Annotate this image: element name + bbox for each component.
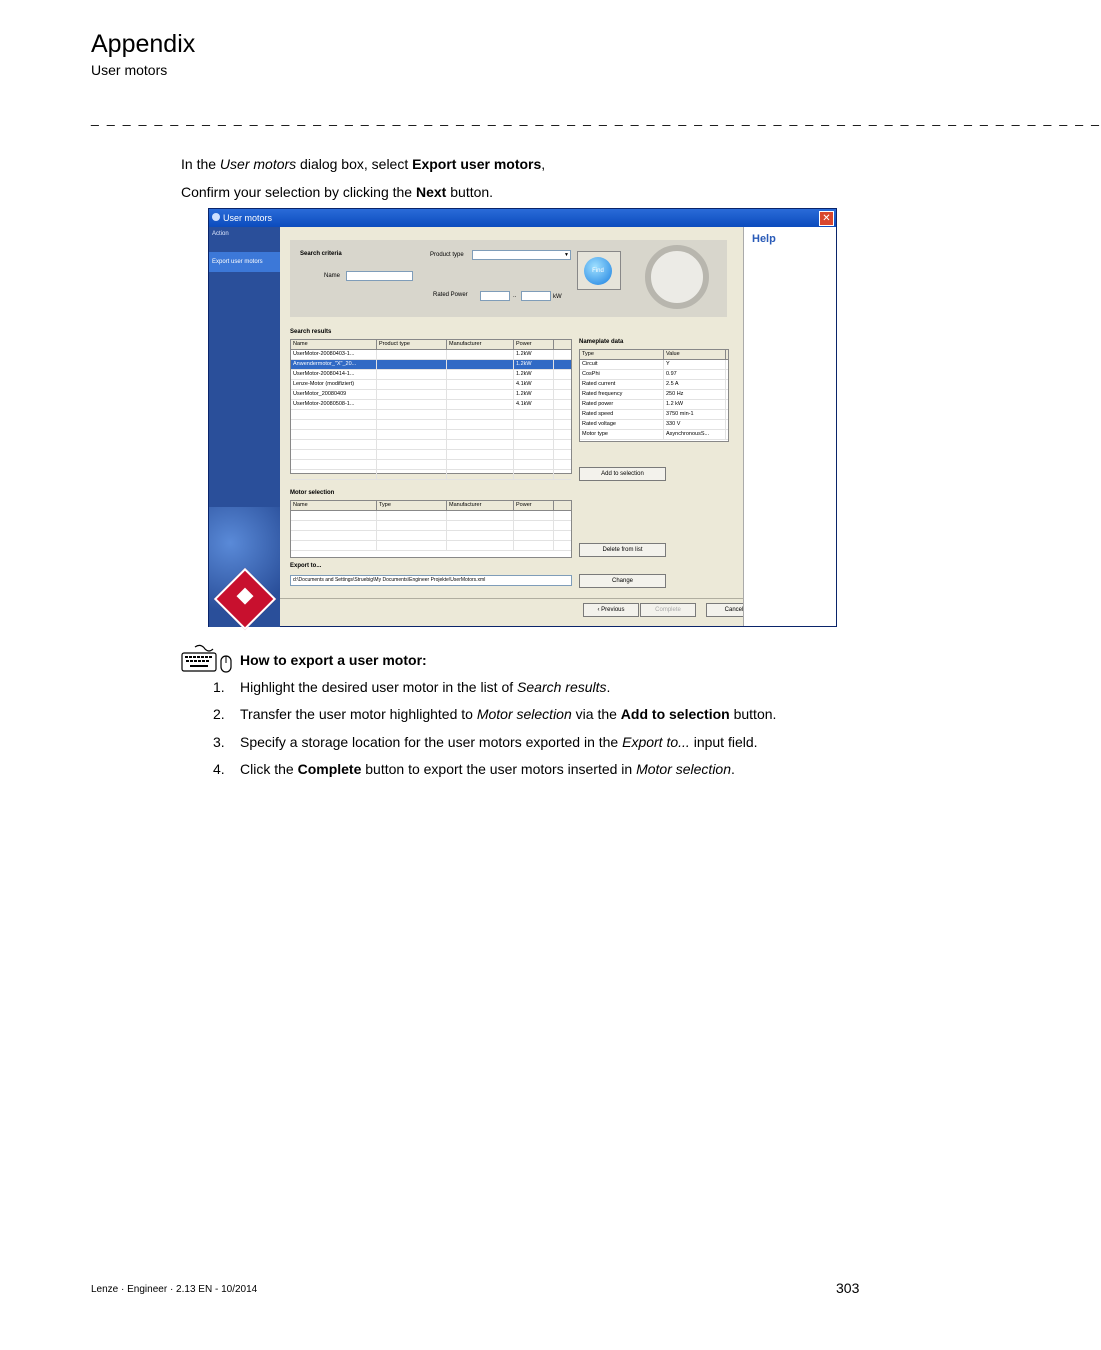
table-row xyxy=(291,511,571,521)
step-text: Click the Complete button to export the user motors inserted in Motor selection. xyxy=(240,761,735,777)
table-cell: Lenze-Motor (modifiziert) xyxy=(291,380,377,389)
table-cell xyxy=(291,430,377,439)
table-cell xyxy=(291,460,377,469)
table-row[interactable] xyxy=(580,380,728,390)
table-cell: Rated power xyxy=(580,400,664,409)
table-cell xyxy=(377,380,447,389)
table-cell xyxy=(291,531,377,540)
table-cell xyxy=(514,440,554,449)
table-cell xyxy=(447,521,514,530)
table-cell: 1.2kW xyxy=(514,360,554,369)
table-cell xyxy=(447,350,514,359)
table-row xyxy=(291,450,571,460)
table-row[interactable] xyxy=(580,360,728,370)
table-row xyxy=(291,460,571,470)
sidebar-item-export-user-motors[interactable]: Export user motors xyxy=(209,252,280,272)
column-header[interactable]: Power xyxy=(514,501,554,510)
table-cell xyxy=(291,511,377,520)
table-cell xyxy=(377,470,447,479)
table-row[interactable] xyxy=(291,390,571,400)
dialog-titlebar xyxy=(209,209,836,227)
dialog-title: User motors xyxy=(223,213,273,223)
step-number: 2. xyxy=(213,706,225,722)
search-results-label: Search results xyxy=(290,329,332,335)
table-cell: UserMotor_20080409 xyxy=(291,390,377,399)
name-input[interactable] xyxy=(346,271,413,281)
column-header[interactable]: Type xyxy=(580,350,664,359)
table-cell xyxy=(514,511,554,520)
intro-line-2: Confirm your selection by clicking the Next button. xyxy=(181,184,494,200)
nameplate-data-table xyxy=(579,349,729,442)
table-cell xyxy=(377,531,447,540)
table-row[interactable] xyxy=(291,370,571,380)
table-cell: Rated frequency xyxy=(580,390,664,399)
table-cell xyxy=(377,440,447,449)
search-results-header xyxy=(291,340,571,350)
range-separator: .. xyxy=(513,293,517,299)
table-cell xyxy=(447,450,514,459)
nameplate-body xyxy=(580,360,728,440)
dialog-content xyxy=(280,227,744,626)
table-cell xyxy=(377,360,447,369)
column-header[interactable]: Name xyxy=(291,501,377,510)
table-row[interactable] xyxy=(580,370,728,380)
power-from-input[interactable] xyxy=(480,291,510,301)
table-cell xyxy=(447,420,514,429)
table-cell xyxy=(377,460,447,469)
table-cell: Motor type xyxy=(580,430,664,439)
search-criteria-panel xyxy=(290,240,727,317)
table-cell xyxy=(447,360,514,369)
table-cell: Rated speed xyxy=(580,410,664,419)
delete-from-list-button[interactable]: Delete from list xyxy=(579,543,666,557)
step-number: 4. xyxy=(213,761,225,777)
table-cell: Circuit xyxy=(580,360,664,369)
table-cell xyxy=(514,521,554,530)
table-cell xyxy=(447,460,514,469)
table-cell xyxy=(447,541,514,550)
table-cell xyxy=(447,390,514,399)
motor-selection-table xyxy=(290,500,572,558)
table-cell: 2.5 A xyxy=(664,380,726,389)
power-to-input[interactable] xyxy=(521,291,551,301)
column-header[interactable]: Manufacturer xyxy=(447,501,514,510)
table-cell xyxy=(377,430,447,439)
table-row[interactable] xyxy=(291,400,571,410)
table-cell xyxy=(377,521,447,530)
page-title: Appendix xyxy=(91,30,196,58)
table-cell xyxy=(377,450,447,459)
table-cell: 1.2kW xyxy=(514,350,554,359)
table-row xyxy=(291,521,571,531)
name-label: Name xyxy=(324,273,341,279)
nameplate-data-label: Nameplate data xyxy=(579,339,624,345)
table-cell: Rated current xyxy=(580,380,664,389)
step-text: Highlight the desired user motor in the list of Search results. xyxy=(240,679,611,695)
table-cell xyxy=(514,541,554,550)
column-header[interactable]: Power xyxy=(514,340,554,349)
search-criteria-label: Search criteria xyxy=(300,251,342,257)
table-row[interactable] xyxy=(580,400,728,410)
column-header[interactable]: Value xyxy=(664,350,726,359)
separator-line: _ _ _ _ _ _ _ _ _ _ _ _ _ _ _ _ _ _ _ _ _ _ _ _ _ _ _ _ _ _ _ _ _ _ _ _ _ _ _ _ _ _ _ _ _ _ _ _ _ _ _ _ _ _ _ _ _ _ _ _ _ _ _ _ xyxy=(91,110,1101,126)
product-type-select[interactable] xyxy=(472,250,571,260)
table-cell: 1.2 kW xyxy=(664,400,726,409)
help-link[interactable]: Help xyxy=(752,233,776,245)
table-cell xyxy=(514,420,554,429)
table-cell xyxy=(377,541,447,550)
motor-selection-header xyxy=(291,501,571,511)
table-cell: 330 V xyxy=(664,420,726,429)
nameplate-header xyxy=(580,350,728,360)
table-cell xyxy=(377,390,447,399)
table-cell: 3750 min-1 xyxy=(664,410,726,419)
table-cell: 1.2kW xyxy=(514,370,554,379)
table-row[interactable] xyxy=(580,390,728,400)
table-cell xyxy=(447,370,514,379)
table-cell: Y xyxy=(664,360,726,369)
magnifier-icon xyxy=(645,245,709,309)
table-cell xyxy=(377,400,447,409)
table-row[interactable] xyxy=(291,380,571,390)
table-row[interactable] xyxy=(291,350,571,360)
table-row[interactable] xyxy=(580,410,728,420)
table-row[interactable] xyxy=(580,430,728,440)
table-cell: 0.97 xyxy=(664,370,726,379)
chevron-down-icon: ▼ xyxy=(564,252,569,258)
table-cell xyxy=(447,400,514,409)
table-cell xyxy=(514,531,554,540)
table-cell xyxy=(514,410,554,419)
table-row[interactable] xyxy=(580,420,728,430)
find-button-label: Find xyxy=(584,257,612,285)
table-row xyxy=(291,541,571,551)
howto-title: How to export a user motor: xyxy=(240,652,427,668)
page-subtitle: User motors xyxy=(91,62,168,78)
table-cell xyxy=(514,450,554,459)
column-header[interactable]: Product type xyxy=(377,340,447,349)
dialog-sidebar xyxy=(209,227,280,626)
table-row xyxy=(291,430,571,440)
page-number: 303 xyxy=(836,1280,860,1296)
column-header[interactable]: Manufacturer xyxy=(447,340,514,349)
table-cell: Anwendermotor_"X"_20... xyxy=(291,360,377,369)
table-cell xyxy=(447,440,514,449)
table-cell xyxy=(447,410,514,419)
table-cell xyxy=(447,380,514,389)
table-cell: Rated voltage xyxy=(580,420,664,429)
table-row xyxy=(291,531,571,541)
dialog-button-separator xyxy=(280,598,744,599)
table-cell xyxy=(291,470,377,479)
table-row xyxy=(291,420,571,430)
table-cell xyxy=(291,521,377,530)
search-results-table xyxy=(290,339,572,474)
table-cell: AsynchronousS... xyxy=(664,430,726,439)
table-cell xyxy=(291,420,377,429)
step-text: Specify a storage location for the user motors exported in the Export to... input field. xyxy=(240,734,758,750)
table-row xyxy=(291,410,571,420)
step-number: 1. xyxy=(213,679,225,695)
step-text: Transfer the user motor highlighted to Motor selection via the Add to selection button. xyxy=(240,706,777,722)
table-cell xyxy=(291,440,377,449)
add-to-selection-button[interactable]: Add to selection xyxy=(579,467,666,481)
table-cell: 250 Hz xyxy=(664,390,726,399)
table-cell xyxy=(377,410,447,419)
export-path-input[interactable]: d:\Documents and Settings\Struebig\My Documents\Engineer Projekte\UserMotors.xml xyxy=(290,575,572,586)
export-to-label: Export to... xyxy=(290,563,322,569)
help-panel xyxy=(743,227,836,626)
table-row xyxy=(291,440,571,450)
table-cell: UserMotor-20080414-1... xyxy=(291,370,377,379)
column-header[interactable]: Type xyxy=(377,501,447,510)
product-type-label: Product type xyxy=(430,252,464,258)
table-cell xyxy=(377,420,447,429)
table-cell xyxy=(377,511,447,520)
table-row xyxy=(291,470,571,480)
table-cell xyxy=(447,470,514,479)
table-cell xyxy=(447,531,514,540)
cancel-button[interactable]: Cancel xyxy=(706,603,762,617)
table-cell xyxy=(291,410,377,419)
table-cell xyxy=(291,541,377,550)
power-unit-label: kW xyxy=(553,294,562,300)
table-cell xyxy=(447,430,514,439)
motor-selection-label: Motor selection xyxy=(290,490,335,496)
sidebar-action-label: Action xyxy=(212,231,229,237)
table-cell: 4.1kW xyxy=(514,400,554,409)
table-cell: CosPhi xyxy=(580,370,664,379)
motor-selection-body xyxy=(291,511,571,551)
change-button[interactable]: Change xyxy=(579,574,666,588)
table-cell: 1.2kW xyxy=(514,390,554,399)
table-cell: UserMotor-20080508-1... xyxy=(291,400,377,409)
table-row[interactable] xyxy=(291,360,571,370)
app-icon xyxy=(212,213,220,221)
intro-line-1: In the User motors dialog box, select Export user motors, xyxy=(181,156,546,172)
step-number: 3. xyxy=(213,734,225,750)
table-cell xyxy=(514,430,554,439)
rated-power-label: Rated Power xyxy=(433,292,468,298)
close-icon[interactable]: ✕ xyxy=(819,211,834,226)
complete-button[interactable]: Complete xyxy=(640,603,696,617)
table-cell xyxy=(291,450,377,459)
table-cell xyxy=(377,370,447,379)
table-cell xyxy=(447,511,514,520)
previous-button[interactable]: ‹ Previous xyxy=(583,603,639,617)
user-motors-dialog xyxy=(208,208,837,627)
table-cell xyxy=(514,460,554,469)
table-cell: UserMotor-20080403-1... xyxy=(291,350,377,359)
find-button[interactable] xyxy=(577,251,621,290)
column-header[interactable]: Name xyxy=(291,340,377,349)
keyboard-mouse-icon xyxy=(181,645,233,673)
search-results-body xyxy=(291,350,571,480)
table-cell xyxy=(377,350,447,359)
table-cell: 4.1kW xyxy=(514,380,554,389)
footer-text: Lenze · Engineer · 2.13 EN - 10/2014 xyxy=(91,1284,258,1295)
table-cell xyxy=(514,470,554,479)
